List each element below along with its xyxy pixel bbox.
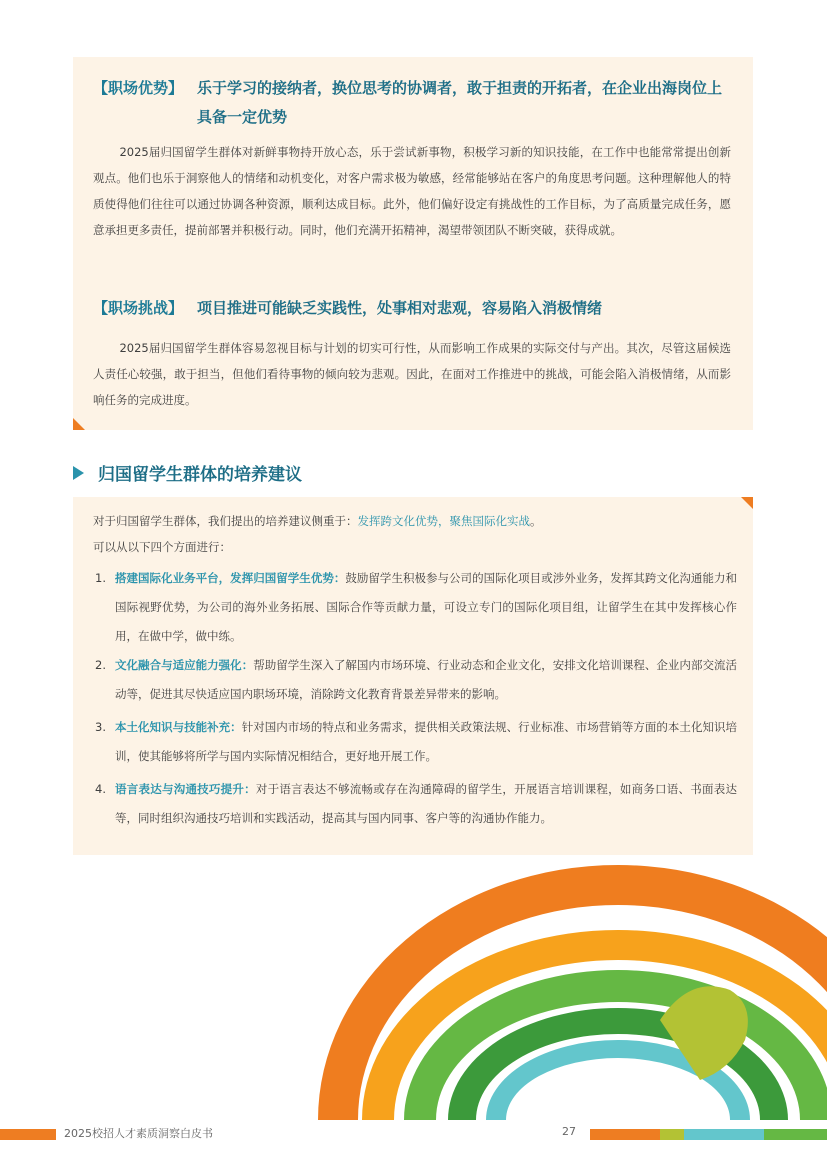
intro-line-1: 对于归国留学生群体，我们提出的培养建议侧重于：发挥跨文化优势，聚焦国际化实战。 [93,514,542,528]
suggestion-title: 文化融合与适应能力强化： [115,658,254,672]
suggestion-item: 1. 搭建国际化业务平台，发挥归国留学生优势：鼓励留学生积极参与公司的国际化项目或涉外业务，发挥其跨文化沟通能力和国际视野优势，为公司的海外业务拓展、国际合作等贡献力量，可设立专门的国际化项目组，让留学生在其中发挥核心作用，在做中学，做中练。 [95,571,737,643]
suggestion-item: 4. 语言表达与沟通技巧提升：对于语言表达不够流畅或存在沟通障碍的留学生，开展语言培训课程，如商务口语、书面表达等，同时组织沟通技巧培训和实践活动，提高其与国内同事、客户等的沟通协作能力。 [95,782,738,825]
advantage-title: 乐于学习的接纳者，换位思考的协调者，敢于担责的开拓者，在企业出海岗位上具备一定优势 [197,79,723,126]
suggestion-text: 对于语言表达不够流畅或存在沟通障碍的留学生，开展语言培训课程，如商务口语、书面表达等，同时组织沟通技巧培训和实践活动，提高其与国内同事、客户等的沟通协作能力。 [115,782,738,825]
intro-highlight: 发挥跨文化优势，聚焦国际化实战 [357,514,530,528]
intro-line-2: 可以从以下四个方面进行： [93,540,231,554]
footer-color-bar [660,1129,684,1140]
challenge-heading [93,294,733,323]
suggestion-text: 针对国内市场的特点和业务需求，提供相关政策法规、行业标准、市场营销等方面的本土化知识培训，使其能够将所学与国内实际情况相结合，更好地开展工作。 [115,720,738,763]
page-number: 27 [562,1125,576,1138]
suggestion-title: 本土化知识与技能补充： [115,720,242,734]
challenge-tag: 【职场挑战】 [93,299,184,317]
training-suggestions-panel [73,497,753,855]
suggestion-title: 搭建国际化业务平台，发挥归国留学生优势： [115,571,346,585]
suggestion-item: 3. 本土化知识与技能补充：针对国内市场的特点和业务需求，提供相关政策法规、行业标准、市场营销等方面的本土化知识培训，使其能够将所学与国内实际情况相结合，更好地开展工作。 [95,720,738,763]
footer-title: 2025校招人才素质洞察白皮书 [64,1127,213,1140]
suggestion-title: 语言表达与沟通技巧提升： [115,782,256,796]
suggestion-text: 帮助留学生深入了解国内市场环境、行业动态和企业文化，安排文化培训课程、企业内部交流活动等，促进其尽快适应国内职场环境，消除跨文化教育背景差异带来的影响。 [115,658,738,701]
challenge-body: 2025届归国留学生群体容易忽视目标与计划的切实可行性，从而影响工作成果的实际交付与产出。其次，尽管这届候选人责任心较强，敢于担当，但他们看待事物的倾向较为悲观。因此，在面对工作推进中的挑战，可能会陷入消极情绪，从而影响任务的完成进度。 [93,341,731,407]
section-heading [73,460,302,485]
advantage-tag: 【职场优势】 [93,79,184,97]
footer-color-bar [764,1129,827,1140]
corner-mark [741,497,753,509]
challenge-title: 项目推进可能缺乏实践性，处事相对悲观，容易陷入消极情绪 [197,299,603,317]
play-triangle-icon [73,466,84,480]
footer-color-bar [590,1129,660,1140]
advantage-body: 2025届归国留学生群体对新鲜事物持开放心态，乐于尝试新事物，积极学习新的知识技能，在工作中也能常常提出创新观点。他们也乐于洞察他人的情绪和动机变化，对客户需求极为敏感，经常能够站在客户的角度思考问题。这种理解他人的特质使得他们往往可以通过协调各种资源，顺利达成目标。此外，他们偏好设定有挑战性的工作目标，为了高质量完成任务，愿意承担更多责任，提前部署并积极行动。同时，他们充满开拓精神，渴望带领团队不断突破，获得成就。 [93,145,731,237]
corner-mark [73,418,85,430]
workplace-traits-panel [73,57,753,430]
section-title: 归国留学生群体的培养建议 [98,465,302,485]
suggestion-text: 鼓励留学生积极参与公司的国际化项目或涉外业务，发挥其跨文化沟通能力和国际视野优势，为公司的海外业务拓展、国际合作等贡献力量，可设立专门的国际化项目组，让留学生在其中发挥核心作用，在做中学，做中练。 [115,571,737,643]
footer-accent-bar [0,1129,56,1140]
suggestion-item: 2. 文化融合与适应能力强化：帮助留学生深入了解国内市场环境、行业动态和企业文化，安排文化培训课程、企业内部交流活动等，促进其尽快适应国内职场环境，消除跨文化教育背景差异带来的影响。 [95,658,738,701]
footer-color-bar [684,1129,764,1140]
advantage-heading [93,74,733,132]
